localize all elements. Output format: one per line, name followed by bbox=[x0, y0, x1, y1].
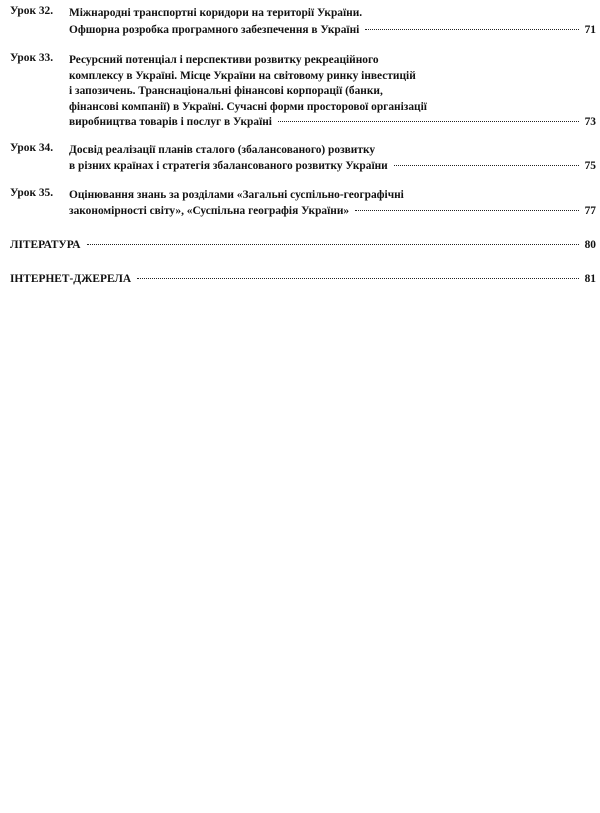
section-title: ІНТЕРНЕТ-ДЖЕРЕЛА bbox=[10, 273, 132, 285]
lesson-number: Урок 32. bbox=[10, 5, 54, 17]
section-title: ЛІТЕРАТУРА bbox=[10, 239, 81, 251]
entry-line: Досвід реалізації планів сталого (збалансованого) розвитку bbox=[69, 144, 376, 156]
entry-line-text: Офшорна розробка програмного забезпечення в Україні bbox=[69, 24, 360, 36]
page-number: 71 bbox=[584, 24, 596, 36]
page-number: 80 bbox=[584, 239, 596, 251]
page-number: 81 bbox=[584, 273, 596, 285]
dot-leader bbox=[365, 29, 578, 30]
entry-line-last bbox=[69, 114, 596, 130]
page-number: 77 bbox=[584, 205, 596, 217]
entry-line: комплексу в Україні. Місце України на світовому ринку інвестицій bbox=[69, 69, 416, 82]
dot-leader bbox=[394, 165, 579, 166]
lesson-number: Урок 34. bbox=[10, 142, 54, 154]
lesson-number: Урок 33. bbox=[10, 52, 54, 64]
dot-leader bbox=[355, 210, 579, 211]
lesson-number: Урок 35. bbox=[10, 187, 54, 199]
entry-line-text: в різних країнах і стратегія збалансованого розвитку України bbox=[69, 160, 388, 172]
entry-line-text: закономірності світу», «Суспільна географія України» bbox=[69, 205, 350, 217]
entry-line-text: виробництва товарів і послуг в Україні bbox=[69, 116, 272, 128]
section-line bbox=[10, 237, 596, 253]
entry-line: і запозичень. Транснаціональні фінансові корпорації (банки, bbox=[69, 85, 383, 97]
dot-leader bbox=[137, 278, 579, 279]
page-number: 73 bbox=[584, 116, 596, 128]
dot-leader bbox=[278, 121, 579, 122]
entry-line: фінансові компанії) в Україні. Сучасні форми просторової організації bbox=[69, 100, 427, 113]
entry-line-last bbox=[69, 158, 596, 174]
entry-line-last bbox=[69, 22, 596, 38]
entry-line: Оцінювання знань за розділами «Загальні суспільно-географічні bbox=[69, 189, 404, 201]
entry-line: Міжнародні транспортні коридори на території України. bbox=[69, 7, 363, 19]
page-number: 75 bbox=[584, 160, 596, 172]
dot-leader bbox=[87, 244, 579, 245]
section-line bbox=[10, 271, 596, 287]
entry-line: Ресурсний потенціал і перспективи розвитку рекреаційного bbox=[69, 54, 379, 66]
entry-line-last bbox=[69, 203, 596, 219]
